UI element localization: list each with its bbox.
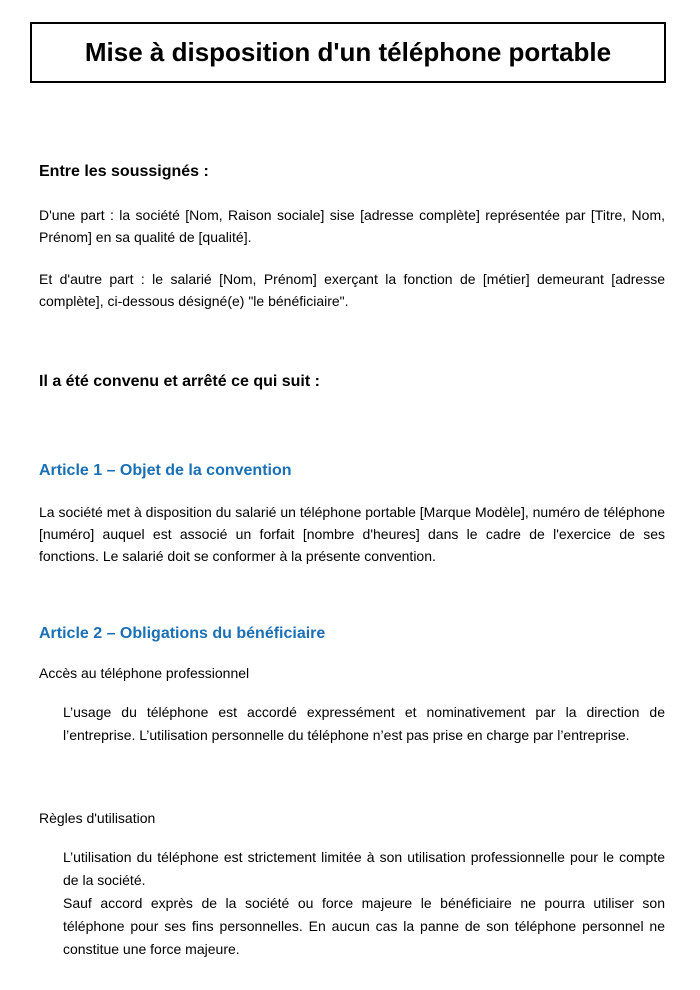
rules-text-1: L’utilisation du téléphone est strictement limitée à son utilisation professionnelle pour le compte de la société. [63, 849, 665, 888]
agreement-heading: Il a été convenu et arrêté ce qui suit : [39, 373, 320, 390]
party-two-paragraph [39, 268, 665, 312]
article-2-heading: Article 2 – Obligations du bénéficiaire [39, 625, 326, 642]
party-one-text: D'une part : la société [Nom, Raison sociale] sise [adresse complète] représentée par [Titre, Nom, Prénom] en sa qualité de [qualité]. [39, 207, 665, 245]
access-subheading: Accès au téléphone professionnel [39, 665, 250, 681]
document-title: Mise à disposition d'un téléphone portable [84, 37, 612, 67]
party-one-paragraph [39, 204, 665, 248]
article-1-paragraph [39, 501, 665, 567]
rules-text-2: Sauf accord exprès de la société ou force majeure le bénéficiaire ne pourra utiliser son téléphone pour ses fins personnelles. En aucun cas la panne de son téléphone personnel ne constitue une force majeure. [63, 895, 665, 957]
rules-subheading: Règles d'utilisation [39, 810, 156, 826]
rules-paragraph [63, 846, 665, 961]
article-1-heading: Article 1 – Objet de la convention [39, 462, 292, 479]
article-1-text: La société met à disposition du salarié un téléphone portable [Marque Modèle], numéro de téléphone [numéro] auquel est associé un forfait [nombre d'heures] dans le cadre de l'exercice de ses fonctions. Le salarié doit se conformer à la présente convention. [39, 504, 665, 564]
party-two-text: Et d'autre part : le salarié [Nom, Prénom] exerçant la fonction de [métier] demeurant [adresse complète], ci-dessous désigné(e) "le bénéficiaire". [39, 271, 665, 309]
title-box [30, 22, 666, 83]
parties-heading: Entre les soussignés : [39, 163, 209, 180]
access-paragraph [63, 701, 665, 747]
access-text: L’usage du téléphone est accordé expressément et nominativement par la direction de l’entreprise. L’utilisation personnelle du téléphone n’est pas prise en charge par l’entreprise. [63, 704, 665, 743]
